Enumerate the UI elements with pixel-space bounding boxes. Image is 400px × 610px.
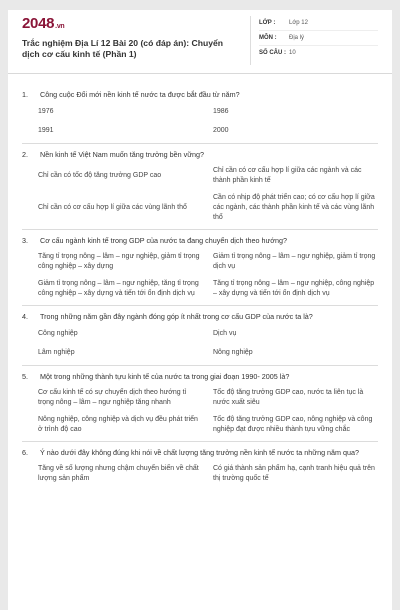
header-left xyxy=(22,16,250,65)
question-list xyxy=(8,74,392,490)
question-number: 1. xyxy=(22,90,28,99)
logo-tld: .vn xyxy=(55,23,65,30)
meta-key: MÔN : xyxy=(259,35,277,41)
answer-option[interactable]: 1976 xyxy=(38,108,54,115)
question-item xyxy=(22,366,378,442)
answer-option[interactable]: Công nghiệp xyxy=(38,330,78,337)
question-stem: Ý nào dưới đây không đúng khi nói về chất lượng tăng trưởng nền kinh tế nước ta những năm qua? xyxy=(40,448,360,457)
answer-option[interactable]: Nông nghiệp xyxy=(213,349,253,356)
question-number: 6. xyxy=(22,448,28,457)
question-text xyxy=(22,236,378,246)
question-item xyxy=(22,84,378,144)
question-item xyxy=(22,144,378,230)
question-item xyxy=(22,306,378,366)
question-number: 5. xyxy=(22,372,28,381)
answer-option[interactable]: Cần có nhịp độ phát triển cao; có cơ cấu hợp lí giữa các ngành, các thành phần kinh tế và các vùng lãnh thổ xyxy=(213,194,375,221)
answer-option[interactable]: Tăng tỉ trọng nông – lâm – ngư nghiệp, công nghiệp – xây dựng và tiến tới ổn định dịch vụ xyxy=(213,280,375,297)
answer-options xyxy=(22,106,378,137)
meta-value: 10 xyxy=(289,50,296,56)
answer-options xyxy=(22,328,378,359)
answer-option[interactable]: Nông nghiệp, công nghiệp và dịch vụ đều phát triển ở trình độ cao xyxy=(38,416,198,433)
meta-value: Lớp 12 xyxy=(289,20,308,26)
logo-main: 2048 xyxy=(22,15,55,32)
answer-option[interactable]: Lâm nghiệp xyxy=(38,349,75,356)
question-item xyxy=(22,230,378,306)
meta-key: LỚP : xyxy=(259,20,276,26)
question-text xyxy=(22,150,378,160)
question-stem: Công cuộc Đổi mới nền kinh tế nước ta được bắt đầu từ năm? xyxy=(40,90,240,99)
answer-options xyxy=(22,166,378,223)
meta-key: SỐ CÂU : xyxy=(259,50,286,56)
answer-option[interactable]: Tốc độ tăng trưởng GDP cao, nông nghiệp và công nghiệp đạt được nhiều thành tựu vững chắc xyxy=(213,416,373,433)
meta-table xyxy=(250,16,378,65)
worksheet-header xyxy=(8,10,392,74)
question-stem: Nền kinh tế Việt Nam muốn tăng trưởng bền vững? xyxy=(40,150,205,159)
meta-row-class xyxy=(259,16,378,31)
answer-option[interactable]: 1986 xyxy=(213,108,229,115)
site-logo[interactable] xyxy=(22,16,242,35)
meta-row-subject xyxy=(259,31,378,46)
meta-row-count xyxy=(259,46,378,60)
answer-option[interactable]: Có giá thành sản phẩm hạ, cạnh tranh hiệu quả trên thị trường quốc tế xyxy=(213,465,375,482)
answer-option[interactable]: Cơ cấu kinh tế có sự chuyển dịch theo hướng tỉ trọng nông – lâm – ngư nghiệp tăng nhanh xyxy=(38,389,187,406)
answer-option[interactable]: Chỉ cần có cơ cấu hợp lí giữa các ngành và các thành phần kinh tế xyxy=(213,167,362,184)
answer-option[interactable]: Tăng tỉ trọng nông – lâm – ngư nghiệp, giảm tỉ trọng công nghiệp – xây dựng xyxy=(38,253,200,270)
worksheet-page xyxy=(8,10,392,610)
answer-options xyxy=(22,464,378,484)
answer-option[interactable]: Dịch vụ xyxy=(213,330,237,337)
question-number: 3. xyxy=(22,236,28,245)
answer-option[interactable]: 1991 xyxy=(38,127,54,134)
answer-option[interactable]: Chỉ cần có tốc độ tăng trưởng GDP cao xyxy=(38,172,162,179)
meta-value: Địa lý xyxy=(289,35,305,41)
question-number: 4. xyxy=(22,312,28,321)
answer-options xyxy=(22,388,378,435)
answer-option[interactable]: Giảm tỉ trọng nông – lâm – ngư nghiệp, giảm tỉ trọng dịch vụ xyxy=(213,253,376,270)
question-text xyxy=(22,448,378,458)
question-number: 2. xyxy=(22,150,28,159)
question-stem: Trong những năm gần đây ngành đóng góp ít nhất trong cơ cấu GDP của nước ta là? xyxy=(40,312,313,321)
answer-option[interactable]: Tốc độ tăng trưởng GDP cao, nước ta liên tục là nước xuất siêu xyxy=(213,389,364,406)
answer-option[interactable]: 2000 xyxy=(213,127,229,134)
answer-option[interactable]: Tăng về số lượng nhưng chậm chuyển biến về chất lượng sản phẩm xyxy=(38,465,199,482)
question-item xyxy=(22,442,378,490)
question-stem: Một trong những thành tựu kinh tế của nước ta trong giai đoạn 1990- 2005 là? xyxy=(40,372,290,381)
answer-options xyxy=(22,252,378,299)
question-stem: Cơ cấu ngành kinh tế trong GDP của nước ta đang chuyển dịch theo hướng? xyxy=(40,236,287,245)
answer-option[interactable]: Chỉ cần có cơ cấu hợp lí giữa các vùng lãnh thổ xyxy=(38,204,187,211)
question-text xyxy=(22,312,378,322)
answer-option[interactable]: Giảm tỉ trọng nông – lâm – ngư nghiệp, tăng tỉ trọng công nghiệp – xây dựng và tiến tới ổn định dịch vụ xyxy=(38,280,199,297)
question-text xyxy=(22,90,378,100)
question-text xyxy=(22,372,378,382)
document-title: Trắc nghiệm Địa Lí 12 Bài 20 (có đáp án): Chuyển dịch cơ cấu kinh tế (Phần 1) xyxy=(22,38,224,59)
